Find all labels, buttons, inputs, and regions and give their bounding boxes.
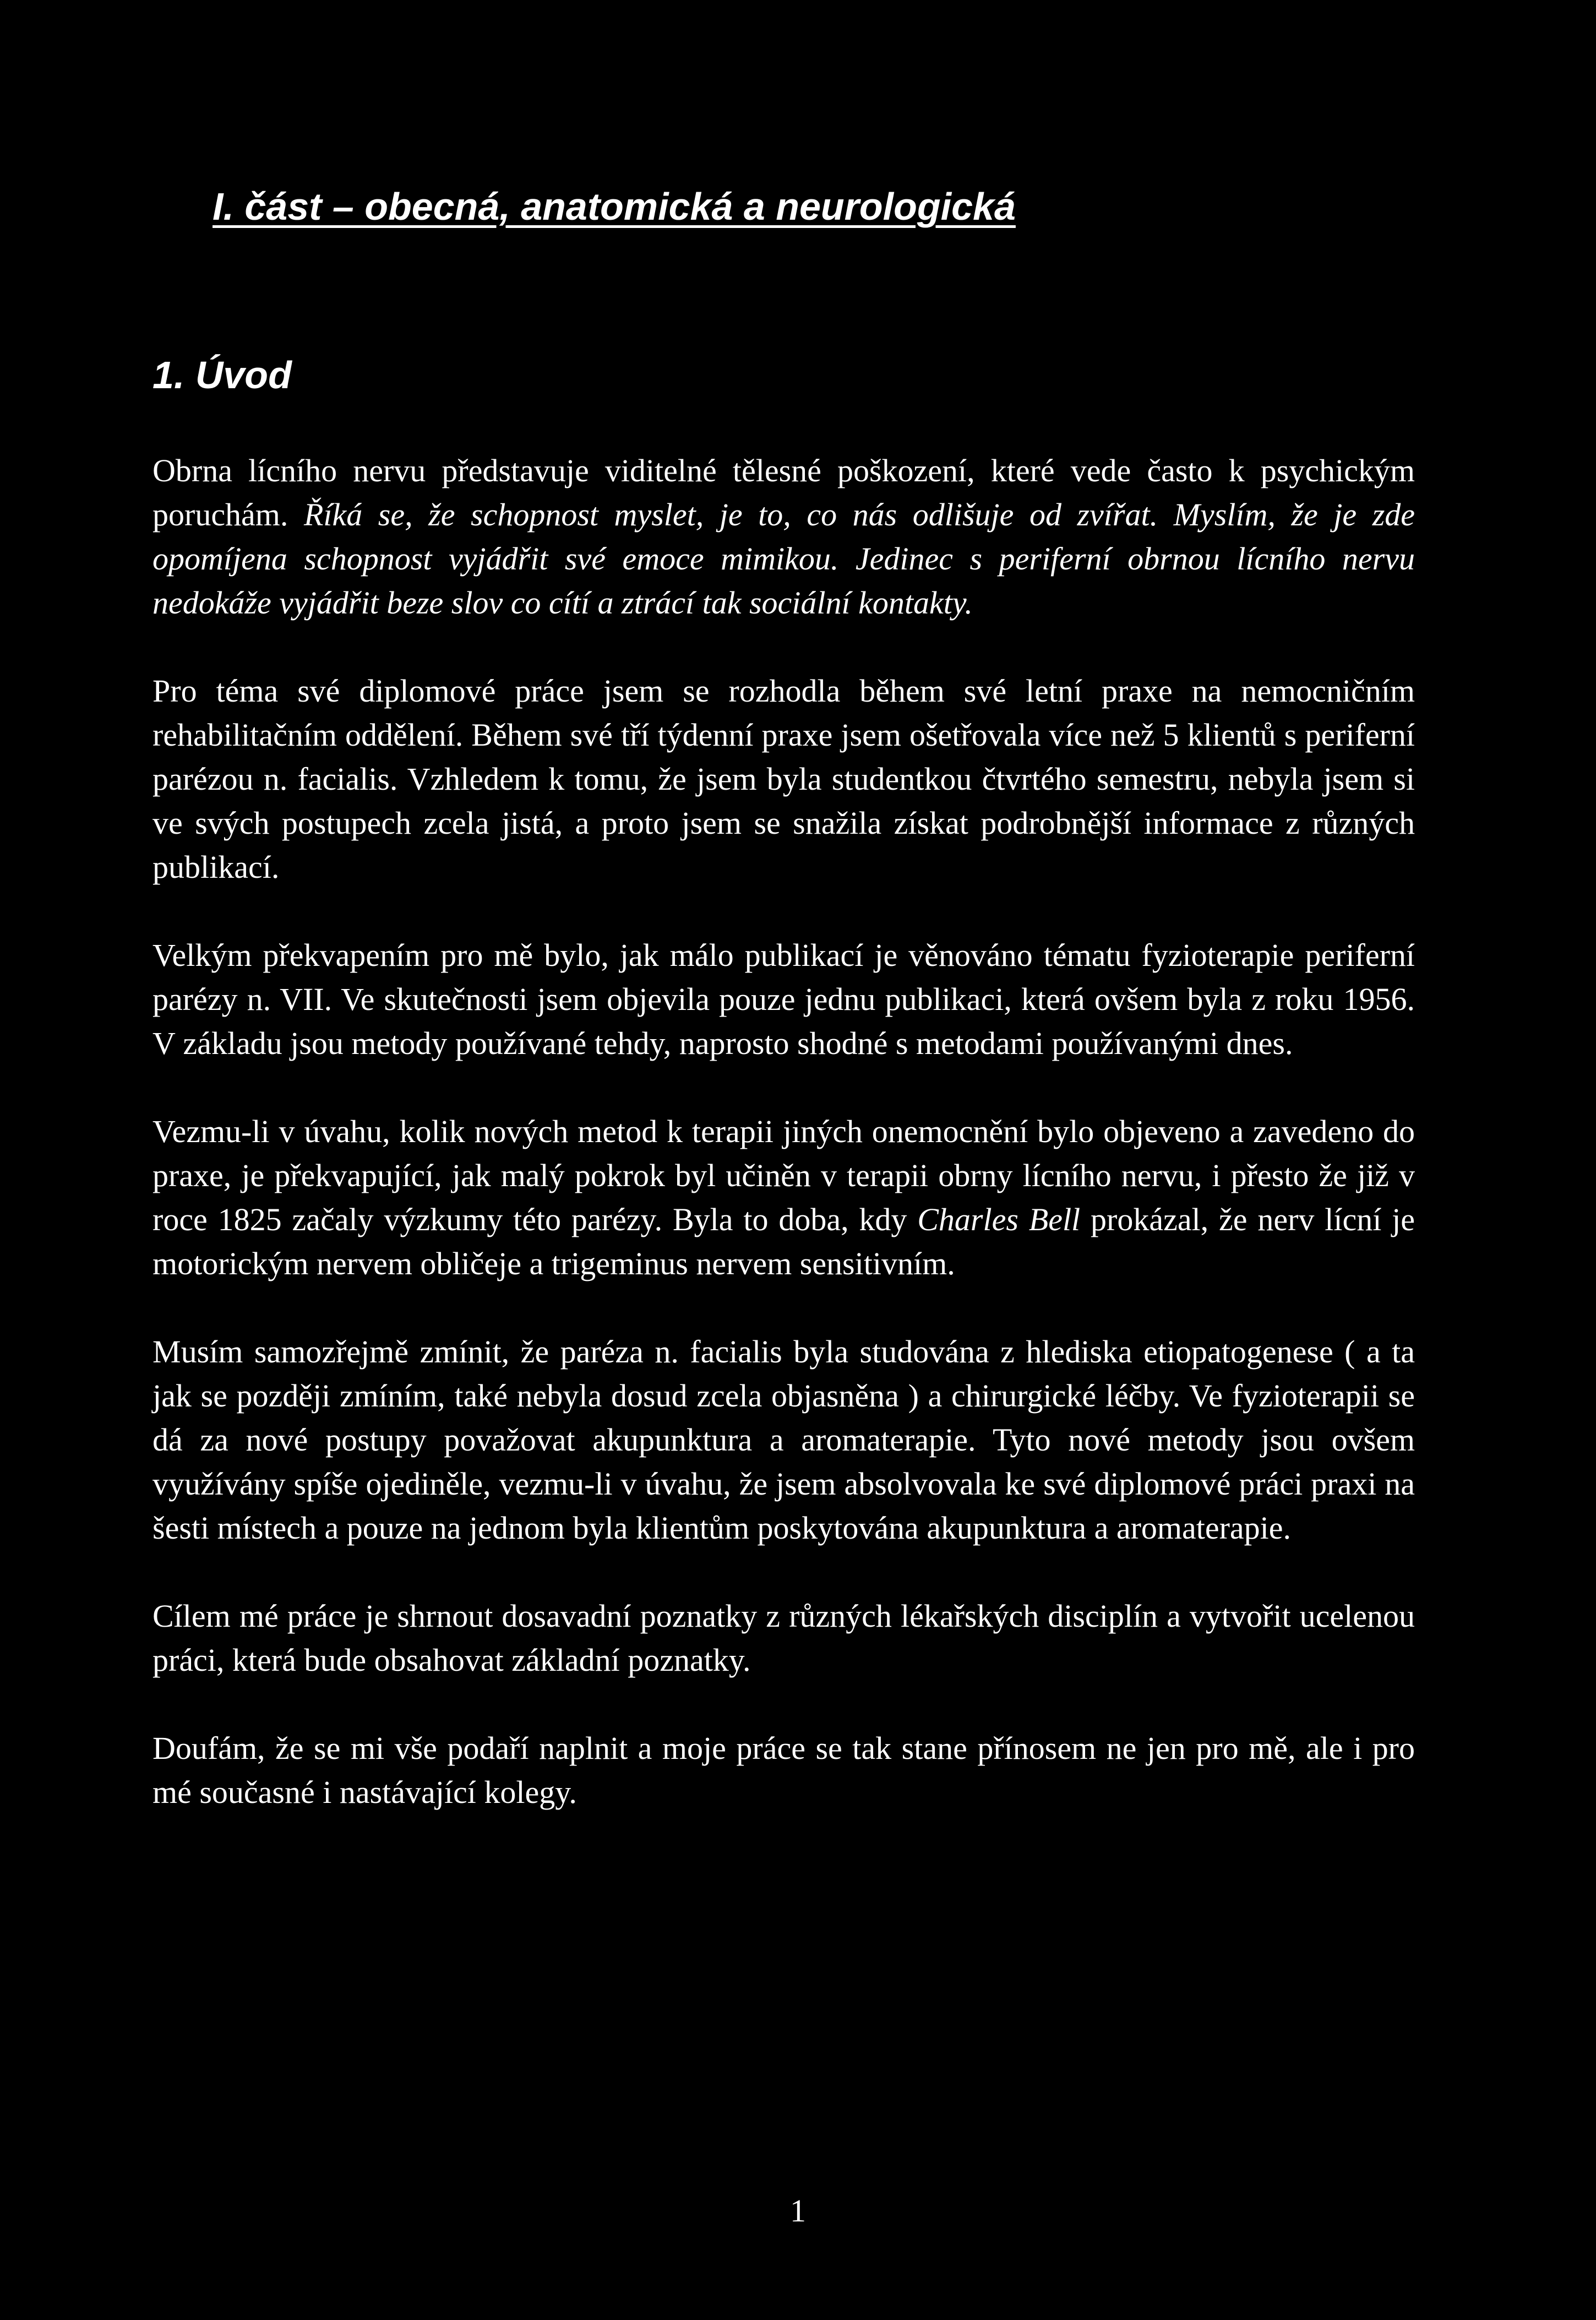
paragraph-history (152, 1110, 1415, 1286)
paragraph-new-methods: Musím samozřejmě zmínit, že paréza n. facialis byla studována z hlediska etiopatogenese ( a ta jak se později zmíním, také nebyla dosud zcela objasněna ) a chirurgické léčby. Ve fyzioterapii se dá za nové postupy považovat akupunktura a aromaterapie. Tyto nové metody jsou ovšem využívány spíše ojediněle, vezmu-li v úvahu, že jsem absolvovala ke své diplomové práci praxi na šesti místech a pouze na jednom byla klientům poskytována akupunktura a aromaterapie. (152, 1334, 1415, 1546)
body-text (152, 449, 1415, 1814)
chapter-heading: 1. Úvod (152, 354, 292, 396)
paragraph-topic-choice: Pro téma své diplomové práce jsem se rozhodla během své letní praxe na nemocničním rehabilitačním oddělení. Během své tří týdenní praxe jsem ošetřovala více než 5 klientů s periferní parézou n. facialis. Vzhledem k tomu, že jsem byla studentkou čtvrtého semestru, nebyla jsem si ve svých postupech zcela jistá, a proto jsem se snažila získat podrobnější informace z různých publikací. (152, 673, 1415, 885)
paragraph-intro-italic: Říká se, že schopnost myslet, je to, co nás odlišuje od zvířat. Myslím, že je zde opomíjena schopnost vyjádřit své emoce mimikou. Jedinec s periferní obrnou lícního nervu nedokáže vyjádřit beze slov co cítí a ztrácí tak sociální kontakty. (152, 497, 1415, 621)
paragraph-publications: Velkým překvapením pro mě bylo, jak málo publikací je věnováno tématu fyzioterapie periferní parézy n. VII. Ve skutečnosti jsem objevila pouze jednu publikaci, která ovšem byla z roku 1956. V základu jsou metody používané tehdy, naprosto shodné s metodami používanými dnes. (152, 937, 1415, 1061)
paragraph-intro (152, 449, 1415, 625)
paragraph-history-before: Vezmu-li v úvahu, kolik nových metod k terapii jiných onemocnění bylo objeveno a zavedeno do praxe, je překvapující, jak malý pokrok byl učiněn v terapii obrny lícního nervu, i přesto že již v roce 1825 začaly výzkumy této parézy. Byla to doba, kdy (152, 1113, 1415, 1237)
page-number: 1 (790, 2193, 806, 2229)
paragraph-intro-plain: Obrna lícního nervu představuje viditelné tělesné poškození, které vede často k psychickým poruchám. (152, 453, 1415, 533)
paragraph-hope: Doufám, že se mi vše podaří naplnit a moje práce se tak stane přínosem ne jen pro mě, ale i pro mé současné i nastávající kolegy. (152, 1730, 1415, 1810)
person-name-charles-bell: Charles Bell (917, 1202, 1081, 1237)
paragraph-history-after: prokázal, že nerv lícní je motorickým nervem obličeje a trigeminus nervem sensitivním. (152, 1202, 1415, 1281)
paragraph-aim: Cílem mé práce je shrnout dosavadní poznatky z různých lékařských disciplín a vytvořit ucelenou práci, která bude obsahovat základní poznatky. (152, 1598, 1415, 1678)
part-heading: I. část – obecná, anatomická a neurologická (213, 185, 1016, 228)
